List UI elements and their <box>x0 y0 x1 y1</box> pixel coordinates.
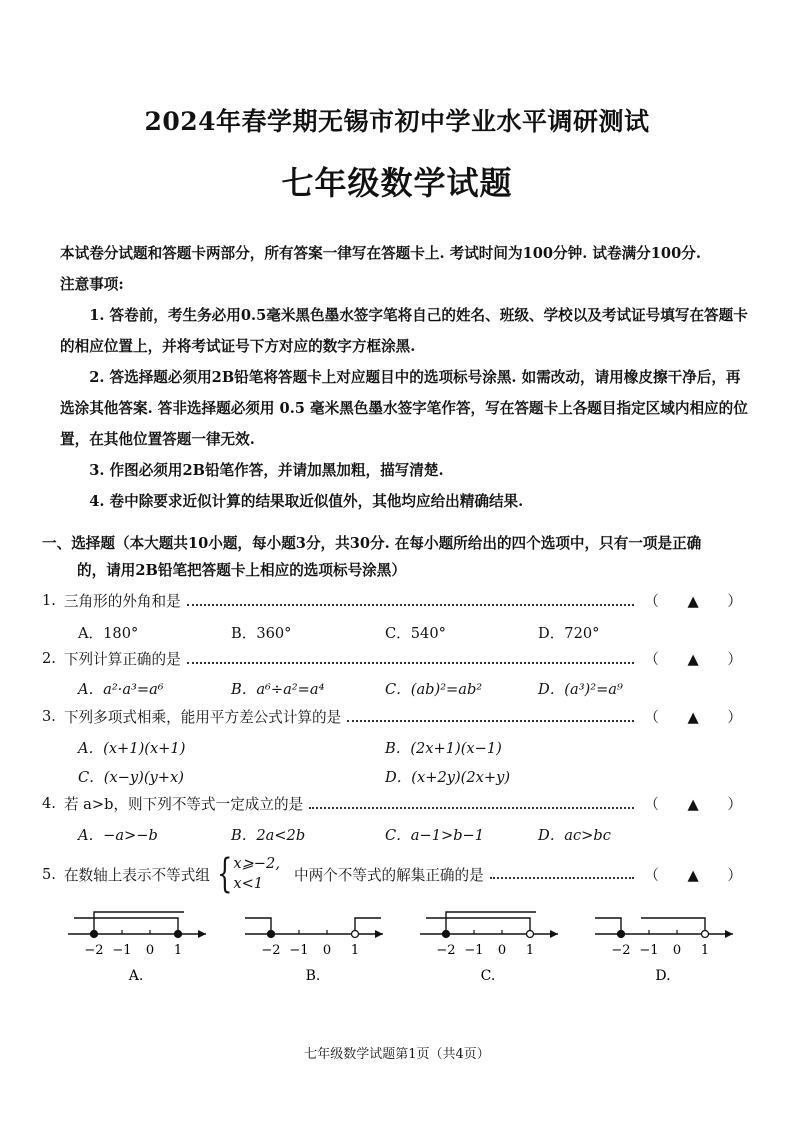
inequality-1: x⩾−2, <box>233 855 280 872</box>
solution-bracket-x-lt <box>426 918 530 934</box>
notice-label: 注意事项: <box>60 276 124 293</box>
question-stem: 下列计算正确的是 <box>63 651 181 668</box>
axis-arrow <box>375 930 383 938</box>
endpoint-left <box>268 931 275 938</box>
option-b: B．360° <box>231 625 292 642</box>
option-c: C．(ab)²=ab² <box>385 681 483 698</box>
option-c: C．(x−y)(y+x) <box>78 769 184 786</box>
solution-bracket-left <box>595 918 621 934</box>
tick-label: 1 <box>350 943 360 958</box>
question-number: 2. <box>42 650 56 667</box>
system-brace: { <box>216 851 233 897</box>
tick-label: 1 <box>525 943 535 958</box>
dot-leader <box>309 807 634 809</box>
endpoint-right <box>352 931 359 938</box>
axis-arrow <box>198 930 206 938</box>
section-heading <box>42 530 754 584</box>
endpoint-right <box>175 931 182 938</box>
question-3 <box>42 706 754 727</box>
question-number: 5. <box>42 865 56 883</box>
answer-mark: （ ▲ ） <box>644 593 754 610</box>
endpoint-right <box>527 931 534 938</box>
figure-label: B. <box>305 968 321 984</box>
question-2 <box>42 648 754 669</box>
question-stem: 若 a>b，则下列不等式一定成立的是 <box>63 796 304 813</box>
dot-leader <box>187 604 635 606</box>
tick-label: −2 <box>611 943 631 958</box>
option-b: B．(2x+1)(x−1) <box>385 740 502 757</box>
dot-leader <box>490 877 635 879</box>
instruction-item-3: 3. 作图必须用2B铅笔作答，并请加黑加粗，描写清楚. <box>89 462 444 479</box>
question-stem: 下列多项式相乘，能用平方差公式计算的是 <box>63 709 342 726</box>
tick-label: 1 <box>700 943 710 958</box>
question-number: 4. <box>42 795 56 812</box>
dot-leader <box>187 662 635 664</box>
question-1 <box>42 590 754 611</box>
question-stem-post: 中两个不等式的解集正确的是 <box>293 866 484 884</box>
section-heading-line2: 的，请用2B铅笔把答题卡上相应的选项标号涂黑） <box>77 562 406 579</box>
figure-label: A. <box>128 968 144 984</box>
answer-mark: （ ▲ ） <box>644 866 754 884</box>
option-d: D．(a³)²=a⁹ <box>538 681 623 698</box>
answer-mark: （ ▲ ） <box>644 709 754 726</box>
solution-bracket-x-ge <box>446 912 536 934</box>
inequality-system <box>233 854 280 894</box>
figure-label: D. <box>655 968 671 984</box>
option-a: A．−a>−b <box>78 827 158 844</box>
exam-subtitle: 七年级数学试题 <box>281 164 513 202</box>
endpoint-left <box>443 931 450 938</box>
tick-label: −2 <box>436 943 456 958</box>
endpoint-right <box>702 931 709 938</box>
option-a: A．(x+1)(x+1) <box>78 740 186 757</box>
tick-label: −2 <box>261 943 281 958</box>
exam-title: 2024年春学期无锡市初中学业水平调研测试 <box>144 107 650 136</box>
tick-label: 0 <box>497 943 507 958</box>
section-heading-line1: 一、选择题（本大题共10小题，每小题3分，共30分. 在每小题所给出的四个选项中，只有一项是正确 <box>42 535 702 552</box>
figure-label: C. <box>480 968 496 984</box>
instructions-intro: 本试卷分试题和答题卡两部分，所有答案一律写在答题卡上. 考试时间为100分钟. 试卷满分100分. <box>60 245 701 262</box>
tick-label: −2 <box>84 943 104 958</box>
instruction-item-1: 1. 答卷前，考生务必用0.5毫米黑色墨水签字笔将自己的姓名、班级、学校以及考试证号填写在答题卡的相应位置上，并将考试证号下方对应的数字方框涂黑. <box>60 307 748 355</box>
tick-label: −1 <box>289 943 309 958</box>
question-stem: 三角形的外角和是 <box>63 593 181 610</box>
tick-label: −1 <box>464 943 484 958</box>
question-5 <box>42 852 754 896</box>
question-stem-pre: 在数轴上表示不等式组 <box>63 866 210 884</box>
endpoint-left <box>618 931 625 938</box>
option-a: A．a²·a³=a⁶ <box>78 681 164 698</box>
option-d: D．720° <box>538 625 600 642</box>
instruction-item-4: 4. 卷中除要求近似计算的结果取近似值外，其他均应给出精确结果. <box>89 493 524 510</box>
tick-label: 0 <box>322 943 332 958</box>
solution-bracket-x-ge <box>94 912 184 934</box>
number-line-figures <box>0 900 794 1000</box>
tick-label: 1 <box>173 943 183 958</box>
option-c: C．540° <box>385 625 446 642</box>
answer-mark: （ ▲ ） <box>644 651 754 668</box>
inequality-2: x<1 <box>233 875 264 892</box>
solution-bracket-right <box>641 918 705 934</box>
solution-bracket-left <box>245 918 271 934</box>
option-b: B．a⁶÷a²=a⁴ <box>231 681 325 698</box>
solution-bracket-x-lt <box>74 918 178 934</box>
tick-label: 0 <box>145 943 155 958</box>
axis-arrow <box>725 930 733 938</box>
question-number: 3. <box>42 708 56 725</box>
tick-label: −1 <box>639 943 659 958</box>
dot-leader <box>347 720 634 722</box>
page-footer: 七年级数学试题第1页（共4页） <box>304 1047 490 1062</box>
instruction-item-2: 2. 答选择题必须用2B铅笔将答题卡上对应题目中的选项标号涂黑. 如需改动，请用橡皮擦干净后，再选涂其他答案. 答非选择题必须用 0.5 毫米黑色墨水签字笔作答，写在答题卡上各题目指定区域内相应的位置，在其他位置答题一律无效. <box>60 369 748 448</box>
option-d: D．ac>bc <box>538 827 611 844</box>
tick-label: −1 <box>112 943 132 958</box>
instructions-block <box>60 238 750 517</box>
option-a: A．180° <box>78 625 139 642</box>
option-d: D．(x+2y)(2x+y) <box>385 769 511 786</box>
question-4 <box>42 793 754 814</box>
question-number: 1. <box>42 592 56 609</box>
tick-label: 0 <box>672 943 682 958</box>
axis-arrow <box>550 930 558 938</box>
option-c: C．a−1>b−1 <box>385 827 485 844</box>
answer-mark: （ ▲ ） <box>644 796 754 813</box>
endpoint-left <box>91 931 98 938</box>
option-b: B．2a<2b <box>231 827 306 844</box>
